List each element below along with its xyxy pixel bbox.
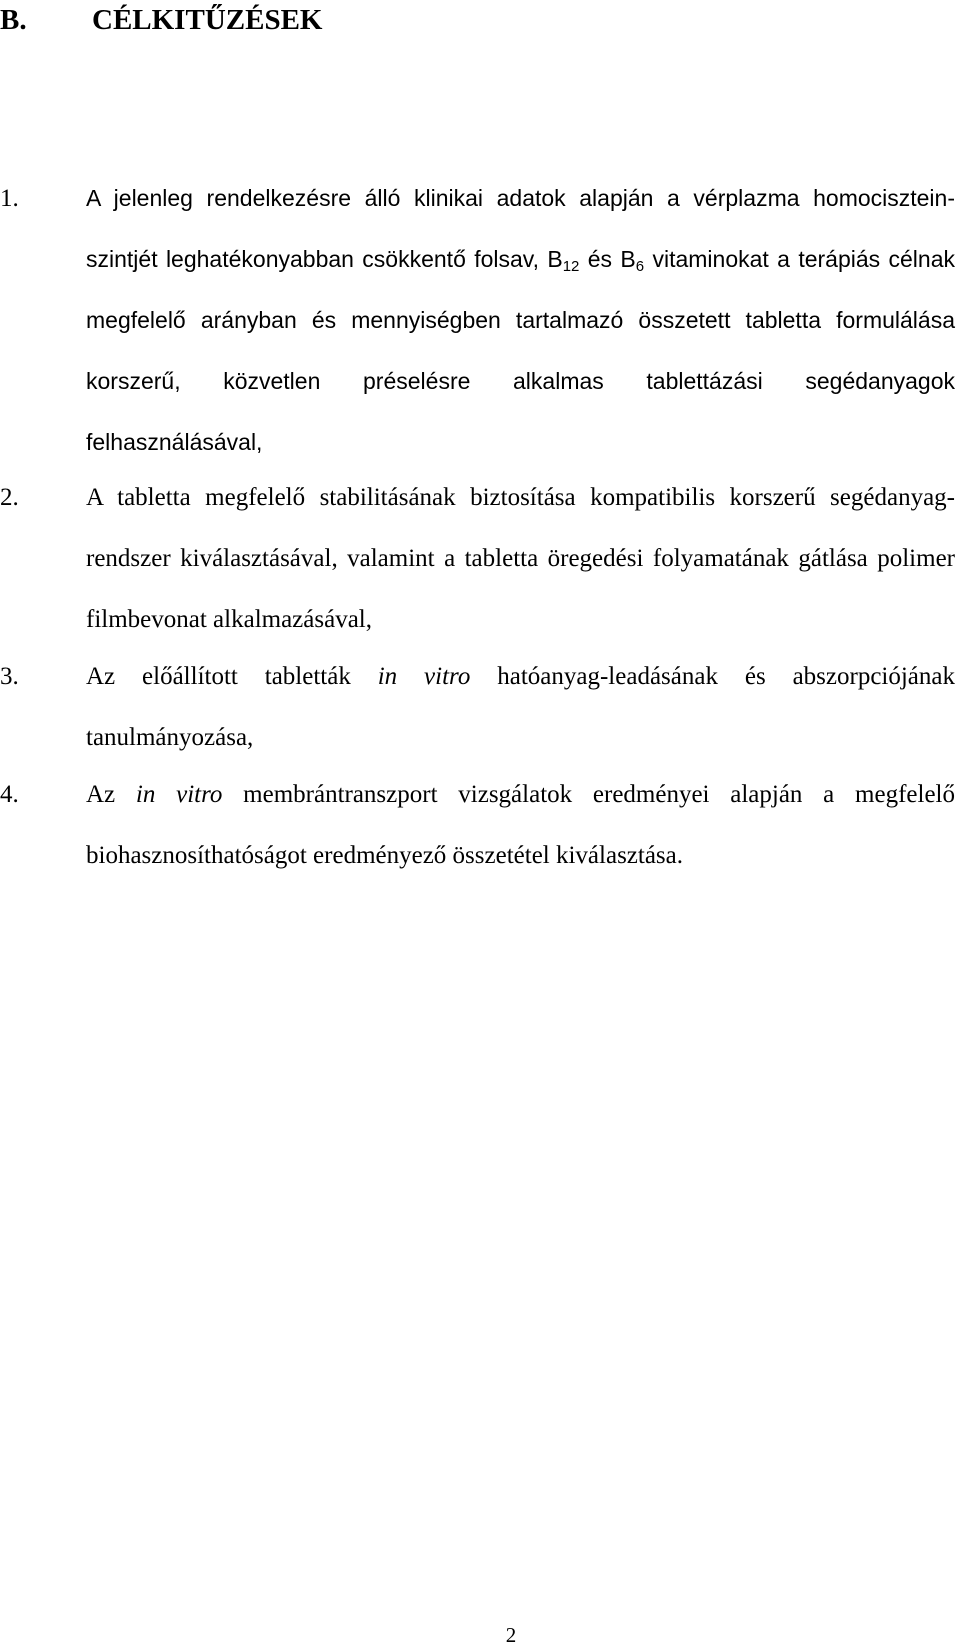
subscript-6: 6 (635, 258, 645, 275)
list-item-2 (0, 467, 955, 650)
item-text: Az előállított tabletták in vitro hatóanyag-leadásának és abszorpciójának tanulmányozása, (86, 663, 955, 751)
emphasis-in-vitro: in vitro (377, 663, 471, 690)
item-text: Az in vitro membrántranszport vizsgálatok eredményei alapján a megfelelő biohasznosíthatóságot eredményező összetétel kiválasztása. (86, 781, 955, 869)
page-number: 2 (505, 1623, 517, 1647)
list-item-1 (0, 168, 955, 473)
list-item-3 (0, 646, 955, 768)
section-heading (0, 2, 322, 38)
list-item-4 (0, 764, 955, 886)
item-number: 1. (0, 185, 19, 212)
section-number: B. (0, 4, 27, 36)
item-text: A jelenleg rendelkezésre álló klinikai adatok alapján a vérplazma homocisztein-szintjét leghatékonyabban csökkentő folsav, $B_{12}$ és $B_6$ vitaminokat a terápiás célnak megfelelő arányban és mennyiségben tartalmazó összetett tabletta formulálása korszerű, közvetlen préselésre alkalmas tablettázási segédanyagok felhasználásával, (86, 185, 955, 455)
section-title: CÉLKITŰZÉSEK (92, 4, 323, 36)
emphasis-in-vitro: in vitro (135, 781, 223, 808)
item-number: 2. (0, 484, 19, 511)
item-number: 3. (0, 663, 19, 690)
item-number: 4. (0, 781, 19, 808)
item-text: A tabletta megfelelő stabilitásának biztosítása kompatibilis korszerű segédanyag-rendszer kiválasztásával, valamint a tabletta öregedési folyamatának gátlása polimer filmbevonat alkalmazásával, (86, 484, 955, 633)
subscript-12: 12 (562, 258, 580, 275)
